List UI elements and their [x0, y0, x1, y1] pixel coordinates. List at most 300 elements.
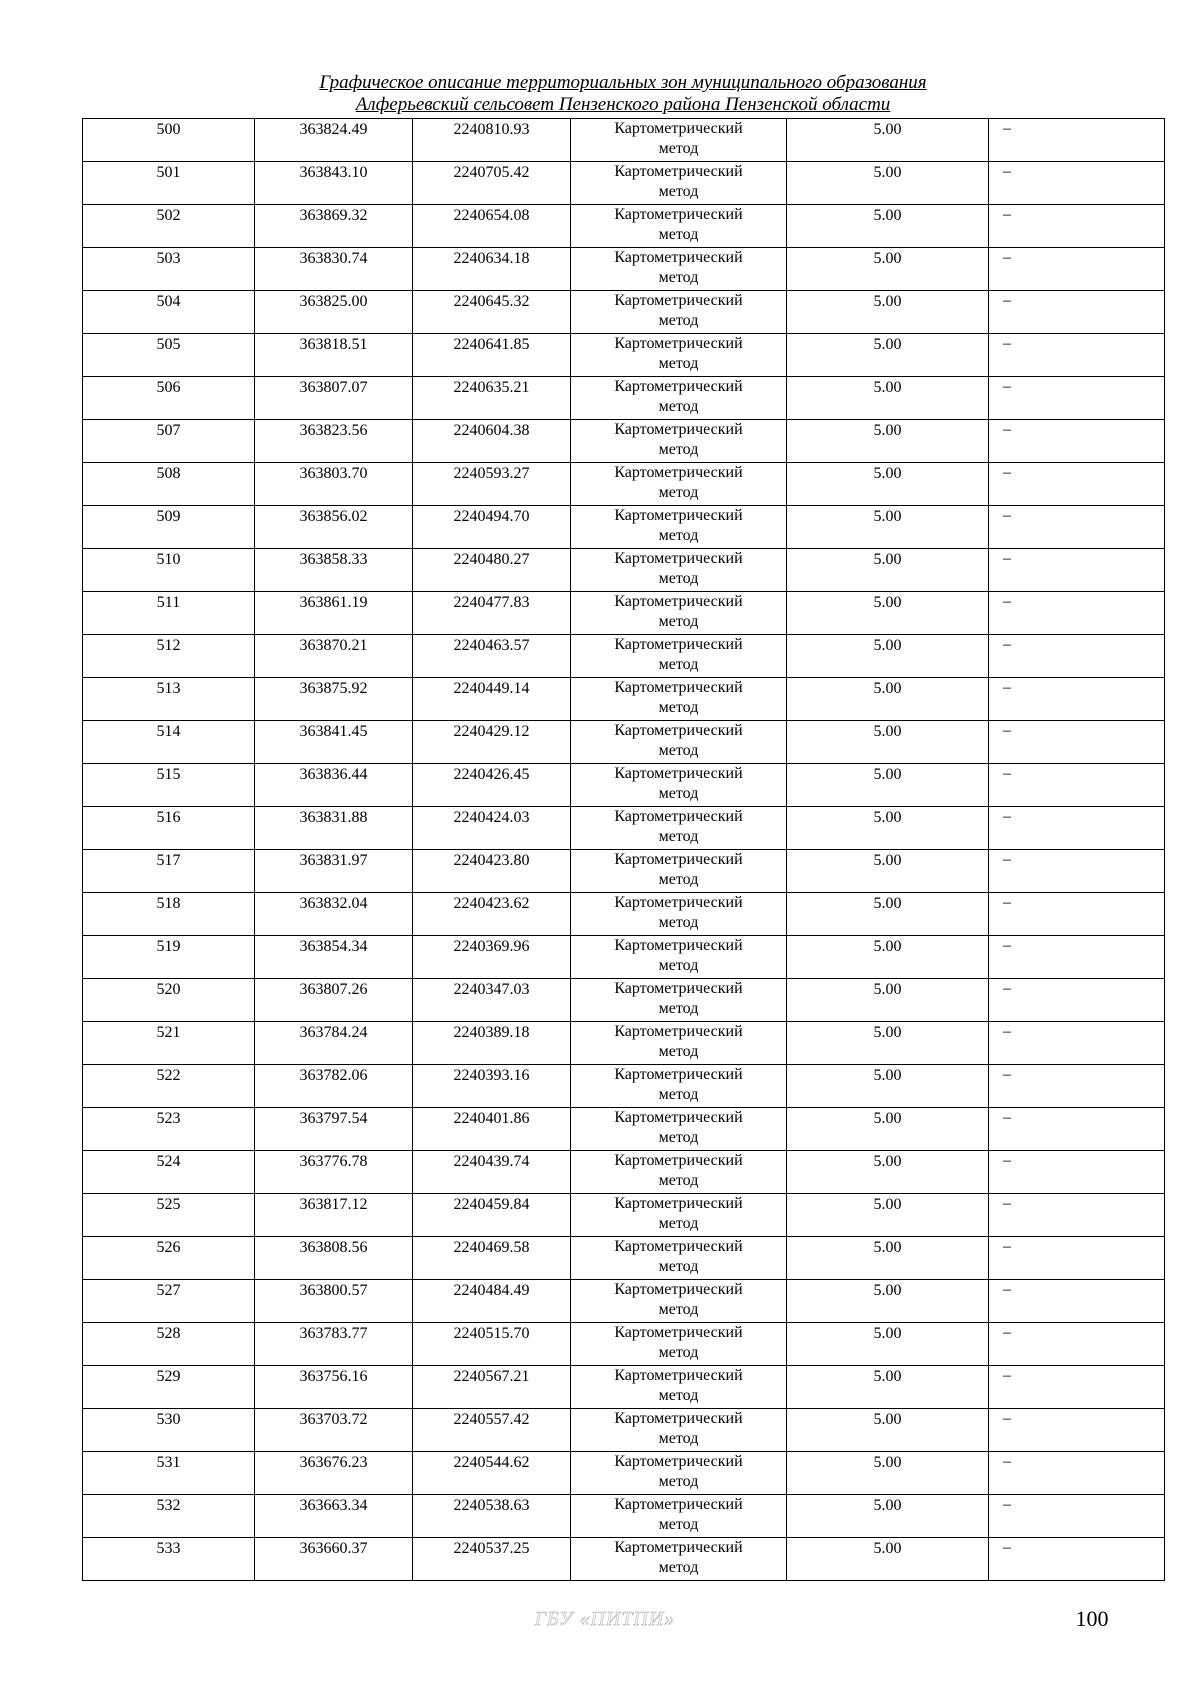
- x-coordinate-cell: 363776.78: [255, 1151, 413, 1194]
- method-line-2: метод: [658, 1473, 699, 1490]
- y-coordinate-cell: 2240705.42: [413, 162, 571, 205]
- method-line-1: Картометрический: [614, 1496, 743, 1513]
- note-cell: –: [989, 592, 1165, 635]
- note-cell: –: [989, 979, 1165, 1022]
- x-coordinate-cell: 363807.26: [255, 979, 413, 1022]
- y-coordinate-cell: 2240641.85: [413, 334, 571, 377]
- x-coordinate-cell: 363676.23: [255, 1452, 413, 1495]
- method-line-1: Картометрический: [614, 464, 743, 481]
- y-coordinate-cell: 2240347.03: [413, 979, 571, 1022]
- y-coordinate-cell: 2240537.25: [413, 1538, 571, 1581]
- x-coordinate-cell: 363756.16: [255, 1366, 413, 1409]
- y-coordinate-cell: 2240463.57: [413, 635, 571, 678]
- table-row: [83, 420, 1165, 463]
- note-cell: –: [989, 1065, 1165, 1108]
- point-number-cell: 512: [83, 635, 255, 678]
- method-line-2: метод: [658, 1301, 699, 1318]
- y-coordinate-cell: 2240810.93: [413, 119, 571, 162]
- method-line-1: Картометрический: [614, 636, 743, 653]
- method-line-1: Картометрический: [614, 980, 743, 997]
- method-cell: [571, 162, 787, 205]
- method-line-2: метод: [658, 1559, 699, 1576]
- point-number-cell: 519: [83, 936, 255, 979]
- y-coordinate-cell: 2240393.16: [413, 1065, 571, 1108]
- method-cell: [571, 1237, 787, 1280]
- point-number-cell: 522: [83, 1065, 255, 1108]
- note-cell: –: [989, 936, 1165, 979]
- accuracy-cell: 5.00: [787, 1280, 989, 1323]
- method-line-1: Картометрический: [614, 206, 743, 223]
- accuracy-cell: 5.00: [787, 1366, 989, 1409]
- accuracy-cell: 5.00: [787, 1022, 989, 1065]
- coordinates-table-body: [83, 119, 1165, 1581]
- y-coordinate-cell: 2240515.70: [413, 1323, 571, 1366]
- method-cell: [571, 1280, 787, 1323]
- point-number-cell: 533: [83, 1538, 255, 1581]
- point-number-cell: 511: [83, 592, 255, 635]
- x-coordinate-cell: 363832.04: [255, 893, 413, 936]
- table-row: [83, 549, 1165, 592]
- note-cell: –: [989, 463, 1165, 506]
- y-coordinate-cell: 2240424.03: [413, 807, 571, 850]
- y-coordinate-cell: 2240369.96: [413, 936, 571, 979]
- method-line-1: Картометрический: [614, 1066, 743, 1083]
- note-cell: –: [989, 420, 1165, 463]
- method-line-1: Картометрический: [614, 550, 743, 567]
- method-line-1: Картометрический: [614, 1238, 743, 1255]
- note-cell: –: [989, 678, 1165, 721]
- table-row: [83, 1409, 1165, 1452]
- accuracy-cell: 5.00: [787, 119, 989, 162]
- point-number-cell: 523: [83, 1108, 255, 1151]
- accuracy-cell: 5.00: [787, 678, 989, 721]
- method-line-1: Картометрический: [614, 1324, 743, 1341]
- y-coordinate-cell: 2240567.21: [413, 1366, 571, 1409]
- method-line-1: Картометрический: [614, 679, 743, 696]
- point-number-cell: 513: [83, 678, 255, 721]
- accuracy-cell: 5.00: [787, 1409, 989, 1452]
- method-cell: [571, 1194, 787, 1237]
- x-coordinate-cell: 363831.97: [255, 850, 413, 893]
- x-coordinate-cell: 363782.06: [255, 1065, 413, 1108]
- table-row: [83, 1108, 1165, 1151]
- table-row: [83, 119, 1165, 162]
- table-row: [83, 721, 1165, 764]
- accuracy-cell: 5.00: [787, 1237, 989, 1280]
- method-line-2: метод: [658, 1430, 699, 1447]
- y-coordinate-cell: 2240459.84: [413, 1194, 571, 1237]
- header-line-2: Алферьевский сельсовет Пензенского района Пензенской области: [355, 94, 891, 115]
- note-cell: –: [989, 764, 1165, 807]
- method-cell: [571, 205, 787, 248]
- y-coordinate-cell: 2240477.83: [413, 592, 571, 635]
- table-row: [83, 592, 1165, 635]
- table-row: [83, 1323, 1165, 1366]
- method-line-2: метод: [658, 484, 699, 501]
- method-line-2: метод: [658, 828, 699, 845]
- table-row: [83, 291, 1165, 334]
- y-coordinate-cell: 2240480.27: [413, 549, 571, 592]
- note-cell: –: [989, 1237, 1165, 1280]
- table-row: [83, 205, 1165, 248]
- method-line-2: метод: [658, 441, 699, 458]
- note-cell: –: [989, 1194, 1165, 1237]
- method-line-1: Картометрический: [614, 335, 743, 352]
- method-line-1: Картометрический: [614, 378, 743, 395]
- point-number-cell: 526: [83, 1237, 255, 1280]
- accuracy-cell: 5.00: [787, 1538, 989, 1581]
- coordinates-table: [82, 118, 1165, 1581]
- x-coordinate-cell: 363875.92: [255, 678, 413, 721]
- note-cell: –: [989, 205, 1165, 248]
- table-row: [83, 1151, 1165, 1194]
- note-cell: –: [989, 1495, 1165, 1538]
- x-coordinate-cell: 363856.02: [255, 506, 413, 549]
- point-number-cell: 516: [83, 807, 255, 850]
- y-coordinate-cell: 2240645.32: [413, 291, 571, 334]
- y-coordinate-cell: 2240634.18: [413, 248, 571, 291]
- method-line-1: Картометрический: [614, 851, 743, 868]
- table-row: [83, 1495, 1165, 1538]
- x-coordinate-cell: 363830.74: [255, 248, 413, 291]
- point-number-cell: 515: [83, 764, 255, 807]
- method-line-1: Картометрический: [614, 1195, 743, 1212]
- accuracy-cell: 5.00: [787, 463, 989, 506]
- method-cell: [571, 592, 787, 635]
- accuracy-cell: 5.00: [787, 291, 989, 334]
- y-coordinate-cell: 2240494.70: [413, 506, 571, 549]
- method-cell: [571, 334, 787, 377]
- method-line-1: Картометрический: [614, 1281, 743, 1298]
- table-row: [83, 635, 1165, 678]
- method-line-1: Картометрический: [614, 249, 743, 266]
- note-cell: –: [989, 549, 1165, 592]
- point-number-cell: 518: [83, 893, 255, 936]
- method-line-1: Картометрический: [614, 1023, 743, 1040]
- x-coordinate-cell: 363797.54: [255, 1108, 413, 1151]
- y-coordinate-cell: 2240654.08: [413, 205, 571, 248]
- x-coordinate-cell: 363808.56: [255, 1237, 413, 1280]
- method-cell: [571, 1022, 787, 1065]
- method-line-2: метод: [658, 613, 699, 630]
- table-row: [83, 1194, 1165, 1237]
- method-line-1: Картометрический: [614, 1410, 743, 1427]
- method-cell: [571, 979, 787, 1022]
- table-row: [83, 850, 1165, 893]
- note-cell: –: [989, 850, 1165, 893]
- point-number-cell: 528: [83, 1323, 255, 1366]
- method-cell: [571, 1452, 787, 1495]
- accuracy-cell: 5.00: [787, 1194, 989, 1237]
- accuracy-cell: 5.00: [787, 205, 989, 248]
- y-coordinate-cell: 2240401.86: [413, 1108, 571, 1151]
- method-cell: [571, 420, 787, 463]
- point-number-cell: 514: [83, 721, 255, 764]
- method-line-1: Картометрический: [614, 1367, 743, 1384]
- header-line-1: Графическое описание территориальных зон муниципального образования: [319, 72, 927, 93]
- y-coordinate-cell: 2240544.62: [413, 1452, 571, 1495]
- method-cell: [571, 893, 787, 936]
- y-coordinate-cell: 2240389.18: [413, 1022, 571, 1065]
- y-coordinate-cell: 2240484.49: [413, 1280, 571, 1323]
- table-row: [83, 936, 1165, 979]
- y-coordinate-cell: 2240538.63: [413, 1495, 571, 1538]
- method-cell: [571, 1108, 787, 1151]
- note-cell: –: [989, 1280, 1165, 1323]
- method-cell: [571, 291, 787, 334]
- y-coordinate-cell: 2240423.62: [413, 893, 571, 936]
- method-line-2: метод: [658, 355, 699, 372]
- y-coordinate-cell: 2240604.38: [413, 420, 571, 463]
- method-line-2: метод: [658, 570, 699, 587]
- accuracy-cell: 5.00: [787, 420, 989, 463]
- point-number-cell: 500: [83, 119, 255, 162]
- method-cell: [571, 248, 787, 291]
- note-cell: –: [989, 1409, 1165, 1452]
- accuracy-cell: 5.00: [787, 248, 989, 291]
- method-line-1: Картометрический: [614, 1152, 743, 1169]
- x-coordinate-cell: 363784.24: [255, 1022, 413, 1065]
- accuracy-cell: 5.00: [787, 1495, 989, 1538]
- accuracy-cell: 5.00: [787, 377, 989, 420]
- accuracy-cell: 5.00: [787, 549, 989, 592]
- method-line-2: метод: [658, 1129, 699, 1146]
- y-coordinate-cell: 2240593.27: [413, 463, 571, 506]
- method-line-1: Картометрический: [614, 120, 743, 137]
- x-coordinate-cell: 363703.72: [255, 1409, 413, 1452]
- table-row: [83, 1366, 1165, 1409]
- point-number-cell: 503: [83, 248, 255, 291]
- method-line-2: метод: [658, 398, 699, 415]
- method-cell: [571, 377, 787, 420]
- table-row: [83, 807, 1165, 850]
- method-cell: [571, 549, 787, 592]
- x-coordinate-cell: 363660.37: [255, 1538, 413, 1581]
- point-number-cell: 525: [83, 1194, 255, 1237]
- method-line-1: Картометрический: [614, 894, 743, 911]
- x-coordinate-cell: 363824.49: [255, 119, 413, 162]
- method-line-2: метод: [658, 1043, 699, 1060]
- table-row: [83, 334, 1165, 377]
- document-header: [82, 72, 1164, 116]
- method-line-2: метод: [658, 785, 699, 802]
- table-row: [83, 678, 1165, 721]
- note-cell: –: [989, 377, 1165, 420]
- method-line-2: метод: [658, 1086, 699, 1103]
- point-number-cell: 510: [83, 549, 255, 592]
- note-cell: –: [989, 506, 1165, 549]
- note-cell: –: [989, 1108, 1165, 1151]
- x-coordinate-cell: 363823.56: [255, 420, 413, 463]
- accuracy-cell: 5.00: [787, 893, 989, 936]
- y-coordinate-cell: 2240426.45: [413, 764, 571, 807]
- method-line-2: метод: [658, 871, 699, 888]
- accuracy-cell: 5.00: [787, 1323, 989, 1366]
- method-line-2: метод: [658, 1344, 699, 1361]
- point-number-cell: 506: [83, 377, 255, 420]
- point-number-cell: 530: [83, 1409, 255, 1452]
- method-cell: [571, 764, 787, 807]
- accuracy-cell: 5.00: [787, 1108, 989, 1151]
- table-row: [83, 1538, 1165, 1581]
- method-cell: [571, 850, 787, 893]
- point-number-cell: 502: [83, 205, 255, 248]
- point-number-cell: 527: [83, 1280, 255, 1323]
- method-cell: [571, 678, 787, 721]
- x-coordinate-cell: 363818.51: [255, 334, 413, 377]
- x-coordinate-cell: 363803.70: [255, 463, 413, 506]
- method-cell: [571, 119, 787, 162]
- method-line-2: метод: [658, 699, 699, 716]
- x-coordinate-cell: 363870.21: [255, 635, 413, 678]
- y-coordinate-cell: 2240557.42: [413, 1409, 571, 1452]
- point-number-cell: 529: [83, 1366, 255, 1409]
- x-coordinate-cell: 363825.00: [255, 291, 413, 334]
- table-row: [83, 162, 1165, 205]
- x-coordinate-cell: 363663.34: [255, 1495, 413, 1538]
- y-coordinate-cell: 2240449.14: [413, 678, 571, 721]
- note-cell: –: [989, 1022, 1165, 1065]
- table-row: [83, 1065, 1165, 1108]
- method-line-1: Картометрический: [614, 507, 743, 524]
- method-line-1: Картометрический: [614, 593, 743, 610]
- method-line-2: метод: [658, 140, 699, 157]
- x-coordinate-cell: 363831.88: [255, 807, 413, 850]
- note-cell: –: [989, 1366, 1165, 1409]
- y-coordinate-cell: 2240635.21: [413, 377, 571, 420]
- page-number: 100: [1075, 1606, 1109, 1631]
- point-number-cell: 532: [83, 1495, 255, 1538]
- footer-organization: ГБУ «ПИТПИ»: [534, 1608, 676, 1630]
- method-cell: [571, 1151, 787, 1194]
- note-cell: –: [989, 334, 1165, 377]
- x-coordinate-cell: 363807.07: [255, 377, 413, 420]
- note-cell: –: [989, 248, 1165, 291]
- x-coordinate-cell: 363783.77: [255, 1323, 413, 1366]
- x-coordinate-cell: 363836.44: [255, 764, 413, 807]
- accuracy-cell: 5.00: [787, 721, 989, 764]
- accuracy-cell: 5.00: [787, 850, 989, 893]
- method-cell: [571, 1495, 787, 1538]
- method-cell: [571, 1409, 787, 1452]
- note-cell: –: [989, 1323, 1165, 1366]
- table-row: [83, 506, 1165, 549]
- table-row: [83, 1280, 1165, 1323]
- accuracy-cell: 5.00: [787, 979, 989, 1022]
- table-row: [83, 463, 1165, 506]
- method-line-1: Картометрический: [614, 292, 743, 309]
- method-line-1: Картометрический: [614, 163, 743, 180]
- method-cell: [571, 807, 787, 850]
- method-line-2: метод: [658, 1215, 699, 1232]
- point-number-cell: 520: [83, 979, 255, 1022]
- note-cell: –: [989, 807, 1165, 850]
- method-line-2: метод: [658, 957, 699, 974]
- method-line-2: метод: [658, 226, 699, 243]
- method-line-2: метод: [658, 656, 699, 673]
- table-row: [83, 764, 1165, 807]
- x-coordinate-cell: 363817.12: [255, 1194, 413, 1237]
- accuracy-cell: 5.00: [787, 334, 989, 377]
- x-coordinate-cell: 363869.32: [255, 205, 413, 248]
- point-number-cell: 504: [83, 291, 255, 334]
- method-line-1: Картометрический: [614, 421, 743, 438]
- method-cell: [571, 635, 787, 678]
- method-cell: [571, 721, 787, 764]
- method-cell: [571, 1323, 787, 1366]
- method-line-1: Картометрический: [614, 1539, 743, 1556]
- method-line-2: метод: [658, 1172, 699, 1189]
- x-coordinate-cell: 363800.57: [255, 1280, 413, 1323]
- table-row: [83, 248, 1165, 291]
- accuracy-cell: 5.00: [787, 936, 989, 979]
- method-line-2: метод: [658, 1516, 699, 1533]
- note-cell: –: [989, 1538, 1165, 1581]
- method-cell: [571, 1065, 787, 1108]
- method-cell: [571, 1538, 787, 1581]
- x-coordinate-cell: 363843.10: [255, 162, 413, 205]
- method-line-1: Картометрический: [614, 937, 743, 954]
- note-cell: –: [989, 721, 1165, 764]
- accuracy-cell: 5.00: [787, 506, 989, 549]
- note-cell: –: [989, 1151, 1165, 1194]
- method-line-2: метод: [658, 1000, 699, 1017]
- method-line-1: Картометрический: [614, 765, 743, 782]
- method-line-2: метод: [658, 1387, 699, 1404]
- method-line-2: метод: [658, 269, 699, 286]
- method-line-1: Картометрический: [614, 1109, 743, 1126]
- table-row: [83, 893, 1165, 936]
- point-number-cell: 531: [83, 1452, 255, 1495]
- note-cell: –: [989, 635, 1165, 678]
- method-line-1: Картометрический: [614, 808, 743, 825]
- point-number-cell: 507: [83, 420, 255, 463]
- accuracy-cell: 5.00: [787, 1452, 989, 1495]
- method-line-2: метод: [658, 312, 699, 329]
- note-cell: –: [989, 119, 1165, 162]
- table-row: [83, 377, 1165, 420]
- accuracy-cell: 5.00: [787, 1065, 989, 1108]
- table-row: [83, 1452, 1165, 1495]
- method-line-2: метод: [658, 742, 699, 759]
- table-row: [83, 979, 1165, 1022]
- x-coordinate-cell: 363858.33: [255, 549, 413, 592]
- x-coordinate-cell: 363861.19: [255, 592, 413, 635]
- accuracy-cell: 5.00: [787, 764, 989, 807]
- point-number-cell: 509: [83, 506, 255, 549]
- x-coordinate-cell: 363841.45: [255, 721, 413, 764]
- point-number-cell: 521: [83, 1022, 255, 1065]
- point-number-cell: 517: [83, 850, 255, 893]
- accuracy-cell: 5.00: [787, 635, 989, 678]
- accuracy-cell: 5.00: [787, 807, 989, 850]
- note-cell: –: [989, 893, 1165, 936]
- table-row: [83, 1237, 1165, 1280]
- x-coordinate-cell: 363854.34: [255, 936, 413, 979]
- note-cell: –: [989, 162, 1165, 205]
- method-cell: [571, 506, 787, 549]
- accuracy-cell: 5.00: [787, 1151, 989, 1194]
- method-line-2: метод: [658, 183, 699, 200]
- point-number-cell: 505: [83, 334, 255, 377]
- note-cell: –: [989, 1452, 1165, 1495]
- point-number-cell: 508: [83, 463, 255, 506]
- method-cell: [571, 1366, 787, 1409]
- method-line-1: Картометрический: [614, 1453, 743, 1470]
- method-line-2: метод: [658, 527, 699, 544]
- y-coordinate-cell: 2240429.12: [413, 721, 571, 764]
- method-line-2: метод: [658, 1258, 699, 1275]
